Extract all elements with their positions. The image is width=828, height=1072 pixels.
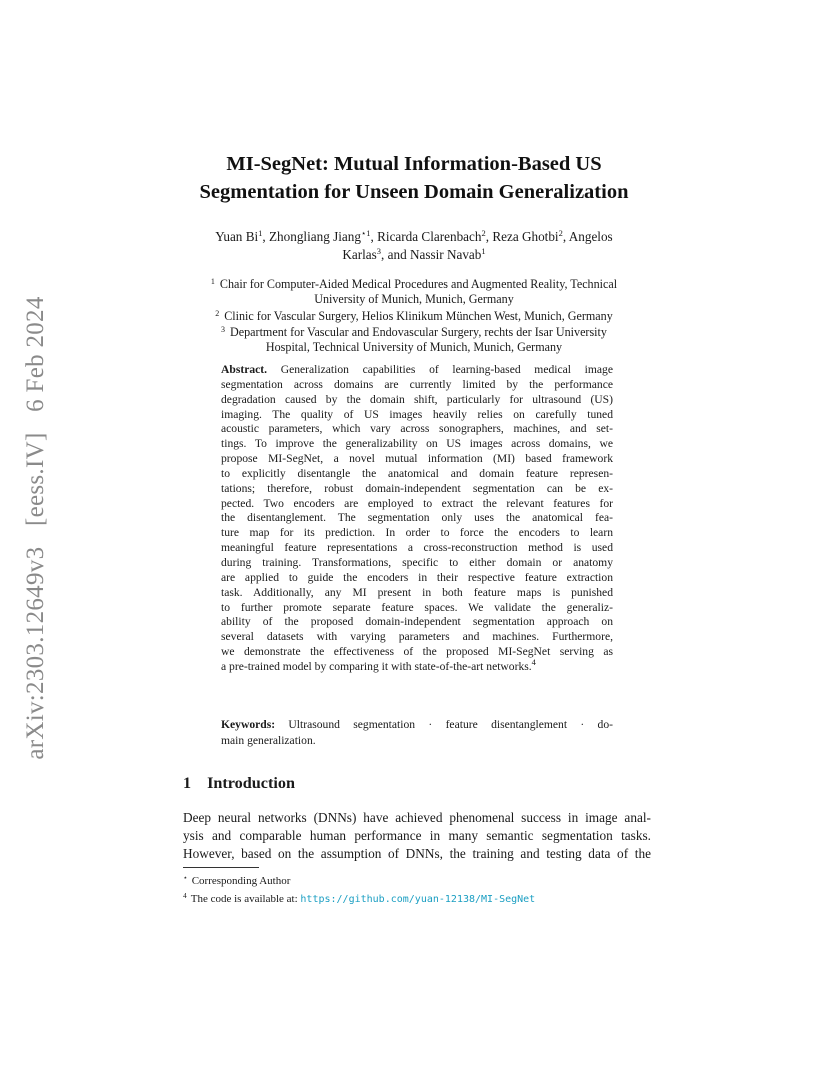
body-line: Deep neural networks (DNNs) have achieved phenomenal success in image anal-	[183, 810, 651, 825]
affiliations	[170, 275, 658, 355]
author-name: Ricarda Clarenbach	[377, 229, 482, 244]
abstract-line: tations; therefore, robust domain-independent segmentation can be ex-	[221, 481, 613, 495]
footnote-text: The code is available at:	[190, 892, 301, 905]
affiliation-1	[170, 275, 658, 292]
author-separator: ,	[381, 247, 388, 262]
affiliation-1-continued: University of Munich, Munich, Germany	[314, 291, 514, 306]
affiliation-text: Chair for Computer-Aided Medical Procedures and Augmented Reality, Technical	[219, 277, 618, 291]
arxiv-sidebar-stamp	[22, 296, 50, 759]
title-line-2: Segmentation for Unseen Domain Generalization	[199, 181, 629, 203]
author-mark: ⋆1	[360, 228, 371, 238]
author-name: Zhongliang Jiang	[269, 229, 361, 244]
author-name: Reza Ghotbi	[492, 229, 559, 244]
code-repository-link[interactable]: https://github.com/yuan-12138/MI-SegNet	[300, 893, 536, 905]
affiliation-number: 2	[215, 308, 220, 318]
author-mark: 2	[558, 228, 563, 238]
author-separator: ,	[262, 229, 269, 244]
abstract-line: several datasets with varying parameters and machines. Furthermore,	[221, 630, 613, 644]
title-line-1: MI-SegNet: Mutual Information-Based US	[226, 153, 602, 175]
abstract-line	[221, 656, 613, 675]
keywords	[221, 717, 613, 748]
abstract-line: during training. Transformations, specific to either domain or anatomy	[221, 555, 613, 569]
body-line: ysis and comparable human performance in many semantic segmentation tasks.	[183, 828, 651, 844]
affiliation-text: Clinic for Vascular Surgery, Helios Klinikum München West, Munich, Germany	[224, 308, 613, 323]
author-mark: 2	[481, 228, 486, 238]
abstract-line: ability of the proposed domain-independent segmentation approach on	[221, 615, 613, 629]
arxiv-category: [eess.IV]	[22, 432, 49, 527]
abstract-line: segmentation across domains are currently limited by the performance	[221, 377, 613, 391]
affiliation-text: Department for Vascular and Endovascular Surgery, rechts der Isar University	[230, 325, 607, 340]
affiliation-3-continued: Hospital, Technical University of Munich, Munich, Germany	[265, 340, 563, 355]
footnote-code	[183, 889, 535, 908]
abstract-line: degradation caused by the domain shift, particularly for ultrasound (US)	[221, 392, 613, 406]
author-separator: ,	[485, 229, 493, 244]
author-line-2	[150, 246, 678, 264]
keywords-line: main generalization.	[221, 733, 316, 747]
footnote-corresponding	[183, 871, 535, 889]
introduction-paragraph	[183, 809, 651, 864]
abstract-text: Generalization capabilities of learning-based medical image	[267, 363, 613, 376]
author-name: Karlas	[342, 247, 377, 262]
arxiv-date: 6 Feb 2024	[22, 296, 49, 412]
affiliation-number: 3	[221, 325, 226, 335]
abstract-line: propose MI-SegNet, a novel mutual information (MI) based framework	[221, 452, 613, 466]
affiliation-number: 1	[210, 277, 215, 286]
abstract-text: a pre-trained model by comparing it with state-of-the-art networks.	[221, 659, 532, 673]
author-mark: 1	[258, 228, 263, 238]
arxiv-id: arXiv:2303.12649v3	[22, 546, 49, 760]
section-title: Introduction	[207, 774, 295, 792]
abstract-line: pected. Two encoders are employed to extract the relevant features for	[221, 496, 613, 510]
footnote-mark: 4	[183, 890, 187, 900]
abstract-line: ture map for its prediction. In order to force the encoders to learn	[221, 526, 613, 540]
abstract-line: to further promote separate feature spaces. We validate the generaliz-	[221, 600, 613, 614]
abstract-line: meaningful feature representations a cross-reconstruction method is used	[221, 541, 613, 555]
affiliation-2	[170, 307, 658, 324]
abstract	[221, 363, 613, 675]
abstract-label: Abstract.	[221, 363, 268, 376]
affiliation-3	[170, 323, 658, 340]
paper-title	[150, 150, 678, 206]
abstract-line: the disentanglement. The segmentation only uses the anatomical fea-	[221, 511, 613, 525]
footnote-rule	[183, 867, 259, 868]
section-number: 1	[183, 774, 192, 792]
keywords-label: Keywords:	[221, 718, 276, 731]
author-mark: 3	[376, 246, 382, 256]
body-line: However, based on the assumption of DNNs, the training and testing data of the	[183, 846, 651, 862]
author-name: Angelos	[568, 229, 613, 244]
keywords-text: Ultrasound segmentation · feature disentanglement · do-	[275, 718, 613, 731]
abstract-line	[221, 363, 613, 378]
author-separator: ,	[370, 229, 378, 244]
footnotes	[183, 871, 535, 907]
author-mark: 1	[481, 246, 486, 256]
footnote-reference: 4	[531, 656, 536, 667]
author-name: and Nassir Navab	[387, 247, 482, 262]
abstract-line: imaging. The quality of US images heavily relies on carefully tuned	[221, 407, 613, 421]
abstract-line: tings. To improve the generalizability on US images across domains, we	[221, 437, 613, 451]
author-list	[150, 228, 678, 264]
abstract-line: to explicitly disentangle the anatomical and domain feature represen-	[221, 466, 613, 480]
author-separator: ,	[562, 229, 569, 244]
keywords-line	[221, 717, 613, 733]
footnote-text: Corresponding Author	[191, 875, 291, 887]
abstract-line: are applied to guide the encoders in their respective feature extraction	[221, 570, 613, 584]
abstract-line: acoustic parameters, which vary across sonographers, machines, and set-	[221, 422, 613, 436]
author-line-1	[150, 228, 678, 246]
abstract-line: task. Additionally, any MI present in both feature maps is punished	[221, 585, 613, 599]
section-heading	[183, 774, 295, 793]
abstract-line: we demonstrate the effectiveness of the proposed MI-SegNet serving as	[221, 645, 613, 659]
footnote-mark: ⋆	[183, 873, 188, 882]
author-name: Yuan Bi	[215, 229, 259, 244]
